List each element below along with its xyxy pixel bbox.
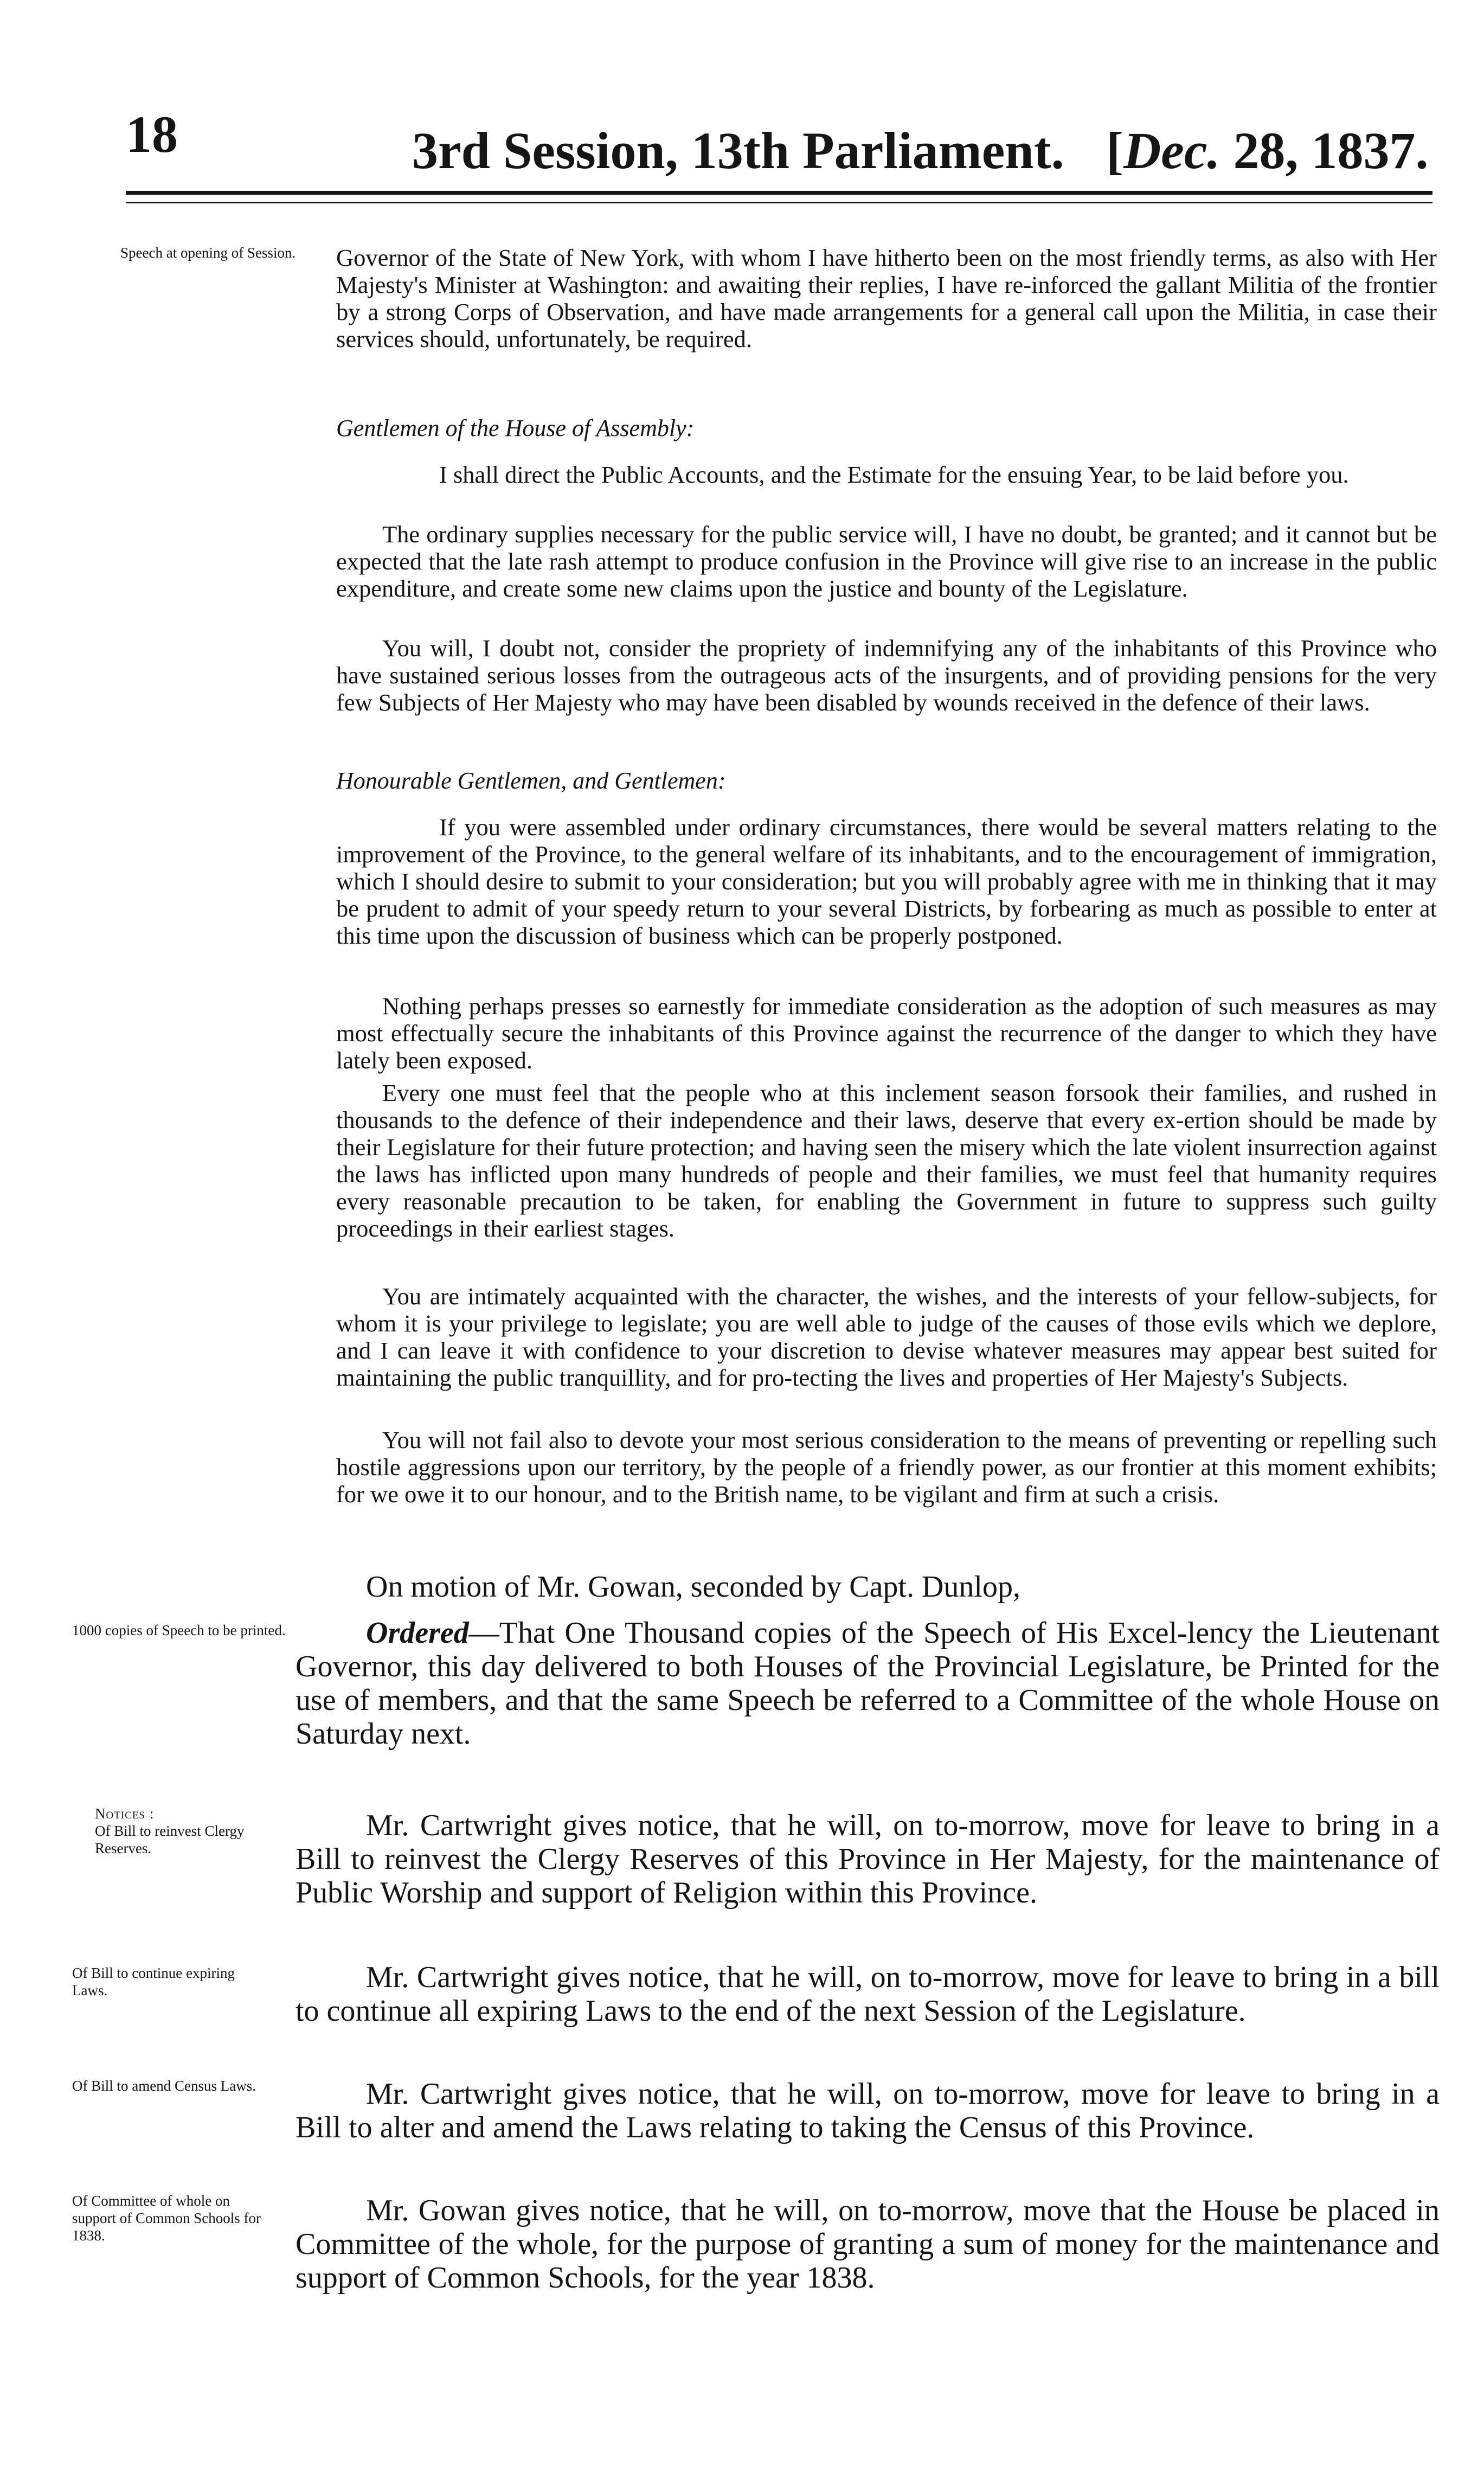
- notice-expiring-laws: Mr. Cartwright gives notice, that he will, on to-morrow, move for leave to bring in a bill to continue all expiring Laws to the end of the next Session of the Legislature.: [295, 1961, 1440, 2028]
- ordered-label: Ordered: [366, 1616, 469, 1650]
- date-bracket: [: [1106, 121, 1123, 180]
- motion-line: On motion of Mr. Gowan, seconded by Capt. Dunlop,: [366, 1570, 1020, 1604]
- heading-house-of-assembly: Gentlemen of the House of Assembly:: [336, 415, 695, 441]
- heading-honourable-gentlemen: Honourable Gentlemen, and Gentlemen:: [336, 767, 726, 794]
- margin-note-notices: [95, 1805, 290, 1857]
- ordered-text: —That One Thousand copies of the Speech of His Excel-lency the Lieutenant Governor, this day delivered to both Houses of the Provincial Legislature, be Printed for the use of members, and that the same Speech be referred to a Committee of the whole House on Saturday next.: [295, 1616, 1440, 1751]
- speech-paragraph-1: Governor of the State of New York, with whom I have hitherto been on the most friendly terms, as also with Her Majesty's Minister at Washington: and awaiting their replies, I have re-inforced the gallant Militia of the frontier by a strong Corps of Observation, and have made arrangements for a general call upon the Militia, in case their services should, unfortunately, be required.: [336, 244, 1437, 353]
- date-rest: 28, 1837.: [1220, 121, 1429, 180]
- speech-paragraph-7: Every one must feel that the people who at this inclement season forsook their families, and rushed in thousands to the defence of their independence and their laws, deserve that every ex-ertion should be made by their Legislature for their future protection; and having seen the misery which the late violent insurrection against the laws has inflicted upon many hundreds of people and their families, we must feel that humanity requires every reasonable precaution to be taken, for enabling the Government in future to suppress such guilty proceedings in their earliest stages.: [336, 1079, 1437, 1242]
- speech-paragraph-6: Nothing perhaps presses so earnestly for immediate consideration as the adoption of such measures as may most effectually secure the inhabitants of this Province against the recurrence of the danger to which they have lately been exposed.: [336, 992, 1437, 1074]
- date-month: Dec.: [1123, 121, 1220, 180]
- ordered-paragraph: [295, 1616, 1440, 1751]
- notice-clergy-reserves: Mr. Cartwright gives notice, that he will, on to-morrow, move for leave to bring in a Bill to reinvest the Clergy Reserves of this Province in Her Majesty, for the maintenance of Public Worship and support of Religion within this Province.: [295, 1809, 1440, 1910]
- page-title: 3rd Session, 13th Parliament.: [412, 121, 1064, 180]
- margin-note-copies-printed: 1000 copies of Speech to be printed.: [72, 1622, 286, 1638]
- margin-note-committee-schools: Of Committee of whole on support of Common Schools for 1838.: [72, 2193, 261, 2244]
- speech-paragraph-8: You are intimately acquainted with the character, the wishes, and the interests of your fellow-subjects, for whom it is your privilege to legislate; you are well able to judge of the causes of those evils which we deplore, and I can leave it with confidence to your discretion to devise whatever measures may appear best suited for maintaining the public tranquillity, and for pro-tecting the lives and properties of Her Majesty's Subjects.: [336, 1283, 1437, 1391]
- speech-paragraph-9: You will not fail also to devote your most serious consideration to the means of preventing or repelling such hostile aggressions upon our territory, by the people of a friendly power, as our frontier at this moment exhibits; for we owe it to our honour, and to the British name, to be vigilant and firm at such a crisis.: [336, 1426, 1437, 1508]
- session-date: [1106, 121, 1429, 180]
- speech-paragraph-4: You will, I doubt not, consider the propriety of indemnifying any of the inhabitants of this Province who have sustained serious losses from the outrageous acts of the insurgents, and of providing pensions for the very few Subjects of Her Majesty who may have been disabled by wounds received in the defence of their laws.: [336, 635, 1437, 716]
- notice-common-schools: Mr. Gowan gives notice, that he will, on to-morrow, move that the House be placed in Committee of the whole, for the purpose of granting a sum of money for the maintenance and support of Common Schools, for the year 1838.: [295, 2194, 1440, 2295]
- margin-note-bill-amend: Of Bill to amend Census Laws.: [72, 2078, 256, 2094]
- notice-census-laws: Mr. Cartwright gives notice, that he will, on to-morrow, move for leave to bring in a Bill to alter and amend the Laws relating to taking the Census of this Province.: [295, 2077, 1440, 2144]
- notice-bill-reinvest-label: Of Bill to reinvest Clergy Reserves.: [95, 1823, 245, 1856]
- header-rule-thin: [126, 202, 1432, 203]
- margin-note-speech-opening: Speech at opening of Session.: [120, 245, 296, 261]
- header-rule-thick: [126, 191, 1432, 195]
- margin-note-bill-continue: Of Bill to continue expiring Laws.: [72, 1965, 235, 1998]
- speech-paragraph-3: The ordinary supplies necessary for the public service will, I have no doubt, be granted; and it cannot but be expected that the late rash attempt to produce confusion in the Province will give rise to an increase in the public expenditure, and create some new claims upon the justice and bounty of the Legislature.: [336, 521, 1437, 602]
- speech-paragraph-5: If you were assembled under ordinary circumstances, there would be several matters relating to the improvement of the Province, to the general welfare of its inhabitants, and to the encouragement of immigration, which I should desire to submit to your consideration; but you will probably agree with me in thinking that it may be prudent to admit of your speedy return to your several Districts, by forbearing as much as possible to enter at this time upon the discussion of business which can be properly postponed.: [336, 813, 1437, 949]
- speech-paragraph-2: I shall direct the Public Accounts, and the Estimate for the ensuing Year, to be laid before you.: [439, 461, 1349, 488]
- page-number: 18: [126, 105, 178, 163]
- notices-heading: Notices :: [95, 1805, 155, 1822]
